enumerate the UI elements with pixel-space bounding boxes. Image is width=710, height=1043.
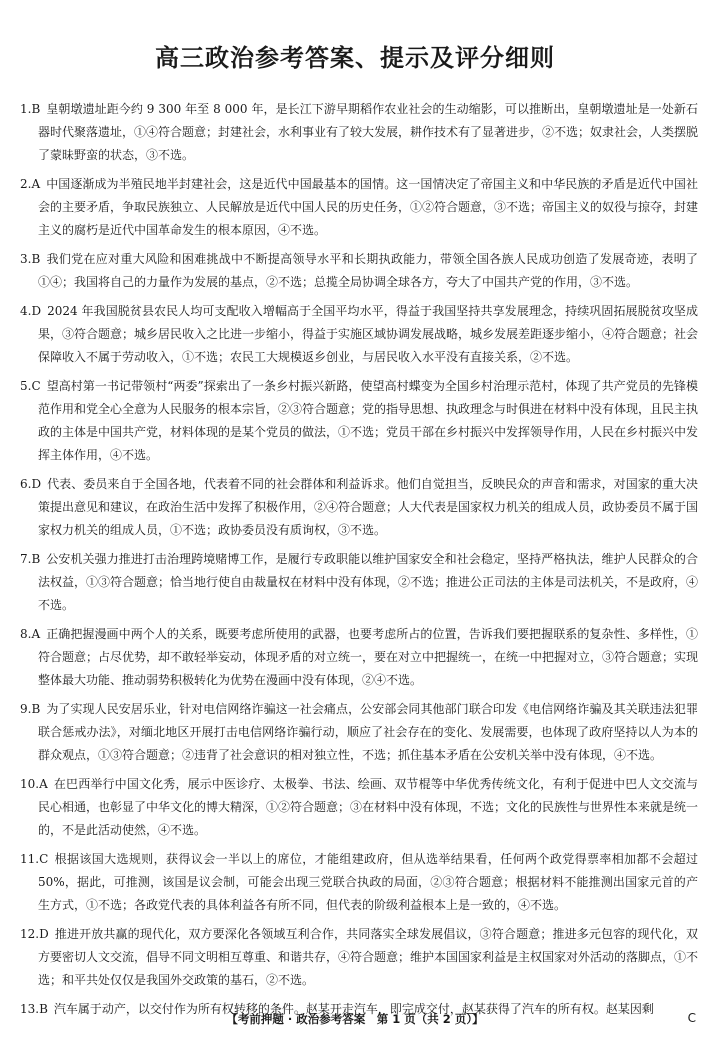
- answer-item: [20, 300, 698, 369]
- answer-number: 10.A: [20, 777, 48, 791]
- answer-explanation: 在巴西举行中国文化秀，展示中医诊疗、太极拳、书法、绘画、双节棍等中华优秀传统文化，有利于促进中巴人文交流与民心相通，也彰显了中华文化的博大精深，①②符合题意；③在材料中没有体现，不选；文化的民族性与世界性本来就是统一的，不是此活动使然，④不选。: [38, 777, 699, 837]
- answer-number: 11.C: [20, 852, 49, 866]
- answer-item: [20, 623, 698, 692]
- answer-item: [20, 698, 698, 767]
- answer-item: [20, 248, 698, 294]
- answer-explanation: 根据该国大选规则，获得议会一半以上的席位，才能组建政府，但从选举结果看，任何两个政党得票率相加都不会超过 50%，据此，可推测，该国是议会制，可能会出现三党联合执政的局面，②③符合题意；根据材料不能推测出国家元首的产生方式，①不选；各政党代表的具体利益各有所不同，但代表的阶级利益根本上是一致的，④不选。: [38, 852, 698, 912]
- answer-number: 2.A: [20, 177, 41, 191]
- answer-explanation: 2024 年我国脱贫县农民人均可支配收入增幅高于全国平均水平，得益于我国坚持共享发展理念，持续巩固拓展脱贫攻坚成果，③符合题意；城乡居民收入之比进一步缩小，得益于实施区域协调发展战略，城乡发展差距逐步缩小，④符合题意；社会保障收入不属于劳动收入，①不选；农民工大规模返乡创业，与居民收入水平没有直接关系，②不选。: [38, 304, 699, 364]
- answer-item: [20, 923, 698, 992]
- answer-item: [20, 548, 698, 617]
- answer-number: 5.C: [20, 379, 41, 393]
- answer-number: 13.B: [20, 1002, 48, 1016]
- answer-explanation: 代表、委员来自于全国各地，代表着不同的社会群体和利益诉求。他们自觉担当，反映民众的声音和需求，对国家的重大决策提出意见和建议，在政治生活中发挥了积极作用，②④符合题意；人大代表是国家权力机关的组成人员，政协委员不属于国家权力机关的组成人员，①不选；政协委员没有质询权，③不选。: [38, 477, 699, 537]
- answer-number: 4.D: [20, 304, 42, 318]
- answer-explanation: 公安机关强力推进打击治理跨境赌博工作，是履行专政职能以维护国家安全和社会稳定，坚持严格执法，维护人民群众的合法权益，①③符合题意；恰当地行使自由裁量权在材料中没有体现，②不选；推进公正司法的主体是司法机关，不是政府，④不选。: [38, 552, 699, 612]
- answer-item: [20, 848, 698, 917]
- answer-item: [20, 473, 698, 542]
- answer-explanation: 正确把握漫画中两个人的关系，既要考虑所使用的武器，也要考虑所占的位置，告诉我们要把握联系的复杂性、多样性，①符合题意；占尽优势，却不敢轻举妄动，体现矛盾的对立统一，要在对立中把握统一，在统一中把握对立，③符合题意；实现整体最大功能、推动弱势积极转化为优势在漫画中没有体现，②④不选。: [38, 627, 699, 687]
- answer-explanation: 中国逐渐成为半殖民地半封建社会，这是近代中国最基本的国情。这一国情决定了帝国主义和中华民族的矛盾是近代中国社会的主要矛盾，争取民族独立、人民解放是近代中国人民的历史任务，①②符合题意，③不选；帝国主义的奴役与掠夺，封建主义的腐朽是近代中国革命发生的根本原因，④不选。: [38, 177, 699, 237]
- page-title: 高三政治参考答案、提示及评分细则: [155, 44, 555, 72]
- answer-explanation: 推进开放共赢的现代化，双方要深化各领域互利合作，共同落实全球发展倡议，③符合题意；推进多元包容的现代化，双方要密切人文交流，倡导不同文明相互尊重、和谐共存，④符合题意；维护本国国家利益是主权国家对外活动的落脚点，①不选；和平共处仅仅是我国外交政策的基石，②不选。: [38, 927, 699, 987]
- answer-item: [20, 773, 698, 842]
- answer-number: 1.B: [20, 102, 41, 116]
- answer-explanation: 汽车属于动产，以交付作为所有权转移的条件。赵某开走汽车，即完成交付，赵某获得了汽车的所有权。赵某因剩: [53, 1002, 654, 1016]
- answer-explanation: 皇朝墩遗址距今约 9 300 年至 8 000 年，是长江下游早期稻作农业社会的生动缩影，可以推断出，皇朝墩遗址是一处新石器时代聚落遗址，①④符合题意；封建社会，水利事业有了较大发展，耕作技术有了显著进步，②不选；奴隶社会，人类摆脱了蒙昧野蛮的状态，③不选。: [38, 102, 699, 162]
- answer-explanation: 为了实现人民安居乐业，针对电信网络诈骗这一社会痛点，公安部会同其他部门联合印发《电信网络诈骗及其关联违法犯罪联合惩戒办法》，对缅北地区开展打击电信网络诈骗行动，顺应了社会存在的变化、发展需要，也体现了政府坚持以人为本的群众观点，①③符合题意；②违背了社会意识的相对独立性，不选；抓住基本矛盾在公安机关举中没有体现，④不选。: [38, 702, 698, 762]
- page-footer: [0, 1011, 710, 1035]
- answer-number: 8.A: [20, 627, 41, 641]
- answer-number: 9.B: [20, 702, 41, 716]
- footer-page-info: 【考前押题 · 政治参考答案 第 1 页（共 2 页）】: [226, 1012, 484, 1026]
- answer-explanation: 望高村第一书记带领村“两委”探索出了一条乡村振兴新路，使望高村蝶变为全国乡村治理示范村，体现了共产党员的先锋模范作用和党全心全意为人民服务的根本宗旨，②③符合题意；党的指导思想、执政理念与时俱进在材料中没有体现，且民主执政的主体是中国共产党，材料体现的是某个党员的做法，①不选；党员干部在乡村振兴中发挥领导作用，人民在乡村振兴中发挥主体作用，④不选。: [38, 379, 699, 462]
- answer-number: 12.D: [20, 927, 49, 941]
- footer-version-code: C: [687, 1011, 696, 1025]
- answer-explanation: 我们党在应对重大风险和困难挑战中不断提高领导水平和长期执政能力，带领全国各族人民成功创造了发展奇迹，表明了①④；我国将自己的力量作为发展的基点，②不选；总揽全局协调全球各方，夸大了中国共产党的作用，③不选。: [38, 252, 698, 289]
- answer-number: 6.D: [20, 477, 42, 491]
- answer-item: [20, 173, 698, 242]
- answer-number: 7.B: [20, 552, 41, 566]
- answer-list: [20, 98, 698, 1027]
- answer-number: 3.B: [20, 252, 41, 266]
- answer-item: [20, 375, 698, 467]
- answer-item: [20, 98, 698, 167]
